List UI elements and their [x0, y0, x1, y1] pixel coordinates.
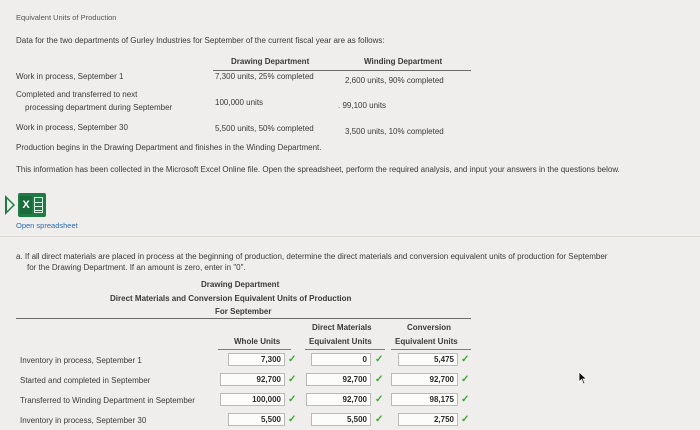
- open-spreadsheet-link[interactable]: Open spreadsheet: [16, 221, 78, 230]
- answer-title-rule: [16, 318, 471, 319]
- dm-units-input[interactable]: [311, 413, 371, 426]
- conv-units-input[interactable]: [391, 373, 458, 386]
- drawing-wip-sep30: 5,500 units, 50% completed: [215, 124, 314, 133]
- excel-x-glyph: X: [20, 196, 32, 214]
- col-conv-rule: [391, 349, 471, 350]
- question-a-line2: for the Drawing Department. If an amount is zero, enter in "0".: [27, 263, 246, 272]
- dm-units-input[interactable]: [306, 393, 371, 406]
- whole-units-input[interactable]: [228, 413, 285, 426]
- check-icon: ✓: [461, 354, 470, 365]
- col-whole-units: Whole Units: [234, 337, 281, 346]
- winding-completed: . 99,100 units: [338, 101, 387, 110]
- header-rule: [213, 70, 471, 71]
- answer-title-period: For September: [215, 307, 272, 316]
- whole-units-input[interactable]: [220, 393, 285, 406]
- intro-text: Data for the two departments of Gurley Industries for September of the current fiscal year are as follows:: [16, 36, 385, 45]
- col-dm-rule: [305, 349, 385, 350]
- col-dm-line1: Direct Materials: [312, 323, 372, 332]
- check-icon: ✓: [288, 354, 297, 365]
- drawing-wip-sep1: 7,300 units, 25% completed: [215, 72, 314, 81]
- row-label-wip-sep1: Work in process, September 1: [16, 72, 124, 81]
- col-header-drawing: Drawing Department: [231, 57, 310, 66]
- check-icon: ✓: [461, 394, 470, 405]
- dm-units-input[interactable]: [306, 373, 371, 386]
- conv-units-input[interactable]: [398, 353, 458, 366]
- question-a-line1: a. If all direct materials are placed in process at the beginning of production, determine the direct materials and conversion equivalent units of production for September: [16, 252, 608, 261]
- col-whole-rule: [218, 349, 291, 350]
- check-icon: ✓: [375, 414, 384, 425]
- check-icon: ✓: [375, 394, 384, 405]
- check-icon: ✓: [288, 394, 297, 405]
- mouse-cursor-icon: [578, 371, 588, 385]
- winding-wip-sep1: 2,600 units, 90% completed: [345, 76, 444, 85]
- conv-units-input[interactable]: [398, 413, 458, 426]
- answer-row-label: Inventory in process, September 1: [20, 356, 142, 365]
- winding-wip-sep30: 3,500 units, 10% completed: [345, 127, 444, 136]
- answer-row-label: Transferred to Winding Department in September: [20, 396, 195, 405]
- divider: [0, 236, 700, 237]
- whole-units-input[interactable]: [228, 353, 285, 366]
- check-icon: ✓: [461, 374, 470, 385]
- whole-units-input[interactable]: [220, 373, 285, 386]
- col-dm-line2: Equivalent Units: [309, 337, 372, 346]
- drawing-completed: 100,000 units: [215, 98, 264, 107]
- dm-units-input[interactable]: [311, 353, 371, 366]
- col-header-winding: Winding Department: [364, 57, 443, 66]
- check-icon: ✓: [288, 414, 297, 425]
- col-conv-line2: Equivalent Units: [395, 337, 458, 346]
- excel-grid-glyph: [34, 197, 43, 213]
- section-title: Equivalent Units of Production: [16, 13, 117, 22]
- answer-title-dept: Drawing Department: [201, 280, 280, 289]
- check-icon: ✓: [288, 374, 297, 385]
- answer-row-label: Started and completed in September: [20, 376, 151, 385]
- check-icon: ✓: [375, 354, 384, 365]
- answer-row-label: Inventory in process, September 30: [20, 416, 147, 425]
- row-label-wip-sep30: Work in process, September 30: [16, 123, 128, 132]
- conv-units-input[interactable]: [391, 393, 458, 406]
- excel-note: This information has been collected in the Microsoft Excel Online file. Open the spreadsheet, perform the required analysis, and input your answers in the questions below.: [16, 165, 620, 174]
- col-conv-line1: Conversion: [407, 323, 452, 332]
- answer-title-main: Direct Materials and Conversion Equivalent Units of Production: [110, 294, 352, 303]
- row-label-completed-2: processing department during September: [25, 103, 173, 112]
- excel-icon[interactable]: [18, 193, 46, 217]
- row-label-completed-1: Completed and transferred to next: [16, 90, 138, 99]
- flow-note: Production begins in the Drawing Department and finishes in the Winding Department.: [16, 143, 322, 152]
- check-icon: ✓: [375, 374, 384, 385]
- check-icon: ✓: [461, 414, 470, 425]
